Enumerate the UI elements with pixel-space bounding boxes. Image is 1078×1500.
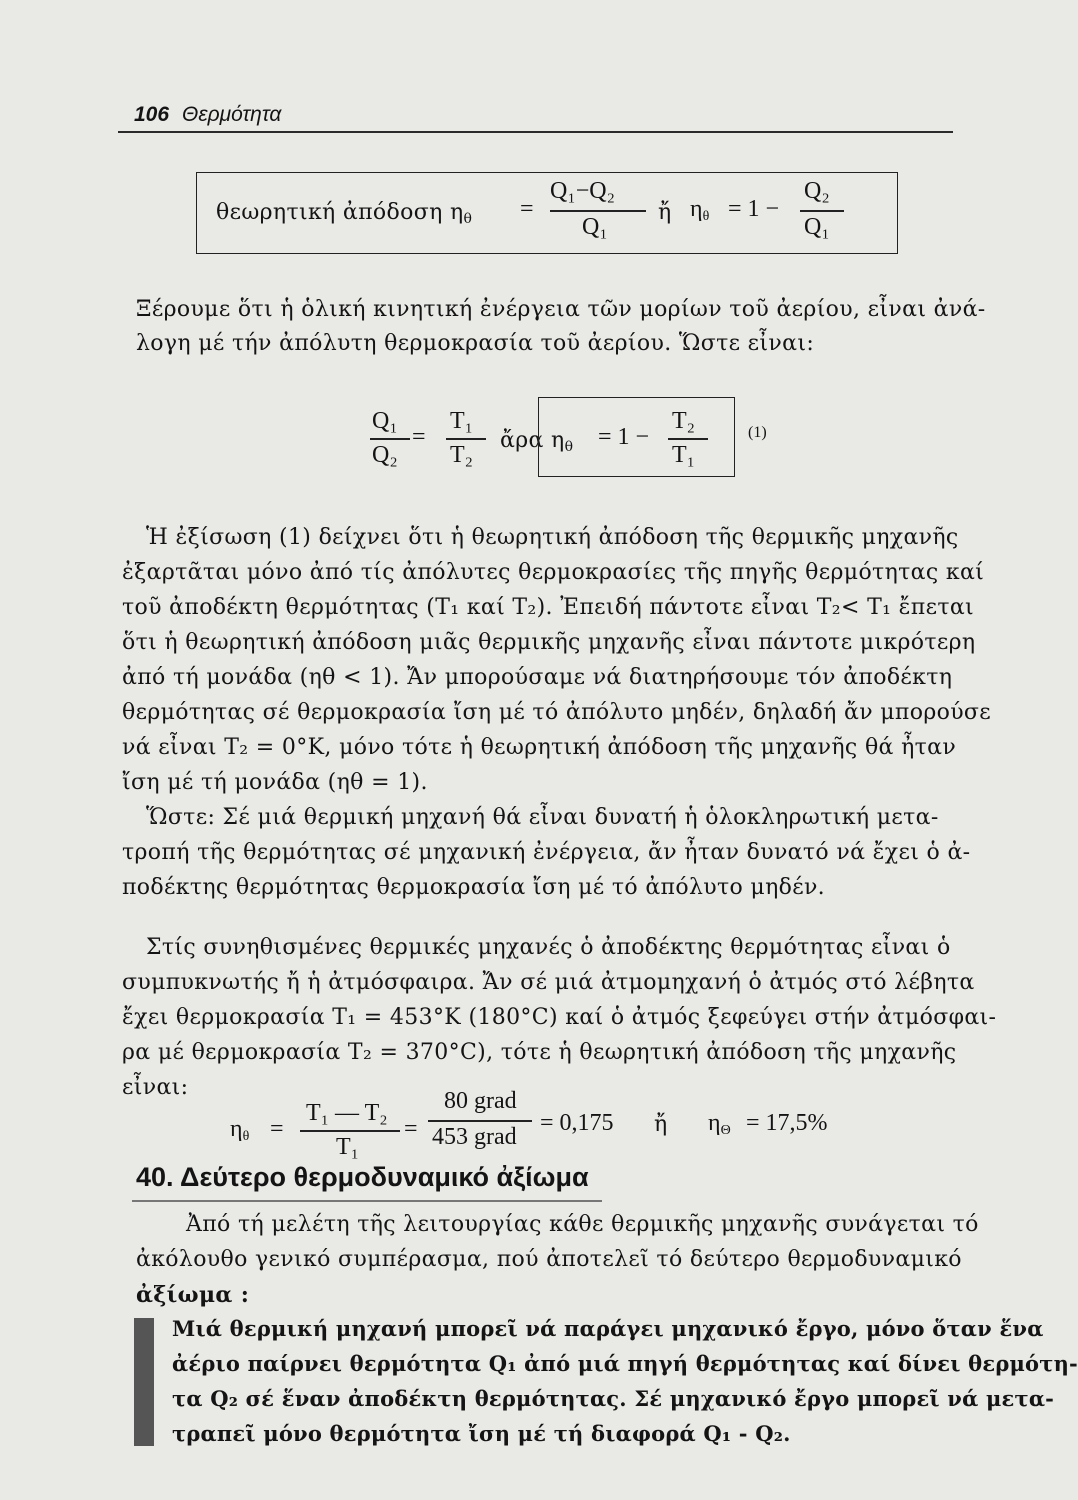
grad-denominator: 453 grad [432,1124,517,1150]
eta-theta: $\eta_\theta$ [230,1116,250,1144]
ara-eta: ἄρα $\eta_\theta$ [500,428,574,455]
text-line: ἀκόλουθο γενικό συμπέρασμα, πού ἀποτελεῖ τό δεύτερο θερμοδυναμικό [136,1247,962,1272]
axiom-line: Μιά θερμική μηχανή μπορεῖ νά παράγει μηχανικό ἔργο, μόνο ὅταν ἕνα [172,1316,1044,1341]
formula-denominator: Q₁ [582,214,608,240]
formula-rhs: = 1 − [728,196,780,222]
temp-difference: T₁ — T₂ [306,1100,388,1126]
text-line: Ἡ ἐξίσωση (1) δείχνει ὅτι ἡ θεωρητική ἀπόδοση τῆς θερμικῆς μηχανῆς [146,525,959,550]
fraction-bar [300,1130,400,1132]
formula-eq: = [270,1116,284,1142]
text-line: τοῦ ἀποδέκτη θερμότητας (T₁ καί T₂). Ἐπειδή πάντοτε εἶναι T₂< T₁ ἔπεται [122,595,975,620]
ratio-t2: T₂ [450,442,474,468]
formula-label: θεωρητική ἀπόδοση $\eta_\theta$ [216,200,473,227]
ratio-q2: Q₂ [372,442,398,468]
text-line: Στίς συνηθισμένες θερμικές μηχανές ὁ ἀποδέκτης θερμότητας εἶναι ὁ [146,935,951,960]
text-line: ποδέκτης θερμότητας θερμοκρασία ἴση μέ τό ἀπόλυτο μηδέν. [122,875,826,900]
formula-eq: = [520,196,534,222]
formula-numerator-2: Q₂ [804,178,830,204]
text-line: ἐξαρτᾶται μόνο ἀπό τίς ἀπόλυτες θερμοκρασίες τῆς πηγῆς θερμότητας καί [122,560,985,585]
grad-numerator: 80 grad [444,1088,517,1114]
ratio-t1-den: T₁ [672,442,696,468]
text-line: Ἀπό τή μελέτη τῆς λειτουργίας κάθε θερμικῆς μηχανῆς συνάγεται τό [186,1212,979,1237]
fraction-bar [668,438,708,440]
page-number: 106 [134,103,170,126]
formula-or: ἤ [654,1112,668,1137]
formula-eq: = [412,424,426,450]
axiom-line: ἀέριο παίρνει θερμότητα Q₁ ἀπό μιά πηγή θερμότητας καί δίνει θερμότη- [172,1351,1078,1376]
text-line: Ὥστε: Σέ μιά θερμική μηχανή θά εἶναι δυνατή ἡ ὁλοκληρωτική μετα- [146,805,939,830]
text-line: ἴση μέ τή μονάδα (ηθ = 1). [122,770,428,795]
text-line: ἀξίωμα : [136,1282,250,1308]
fraction-bar [800,210,844,212]
text-line: συμπυκνωτής ἤ ἡ ἀτμόσφαιρα. Ἄν σέ μιά ἀτμομηχανή ὁ ἀτμός στό λέβητα [122,970,975,995]
text-line: λογη μέ τήν ἀπόλυτη θερμοκρασία τοῦ ἀερίου. Ὥστε εἶναι: [136,331,815,356]
eta-theta: $\eta_\Theta$ [708,1110,731,1138]
text-line: Ξέρουμε ὅτι ἡ ὁλική κινητική ἐνέργεια τῶν μορίων τοῦ ἀερίου, εἶναι ἀνά- [136,297,986,322]
formula-rhs: = 1 − [598,424,650,450]
text-line: ἔχει θερμοκρασία T₁ = 453°K (180°C) καί ὁ ἀτμός ξεφεύγει στήν ἀτμόσφαι- [122,1005,997,1030]
running-title: Θερμότητα [182,103,282,126]
section-heading: 40. Δεύτερο θερμοδυναμικό ἀξίωμα [136,1162,589,1192]
text-line: θερμότητας σέ θερμοκρασία ἴση μέ τό ἀπόλυτο μηδέν, δηλαδή ἄν μπορούσε [122,700,992,725]
axiom-line: τα Q₂ σέ ἕναν ἀποδέκτη θερμότητας. Σέ μηχανικό ἔργο μπορεῖ νά μετα- [172,1386,1055,1411]
ratio-q1: Q₁ [372,408,398,434]
efficiency-percent: = 17,5% [746,1110,828,1136]
formula-numerator: Q₁−Q₂ [550,178,615,204]
fraction-bar [550,210,646,212]
header-rule [118,131,953,133]
text-line: ὅτι ἡ θεωρητική ἀπόδοση μιᾶς θερμικῆς μηχανῆς εἶναι πάντοτε μικρότερη [122,630,976,655]
axiom-line: τραπεῖ μόνο θερμότητα ἴση μέ τή διαφορά Q₁ - Q₂. [172,1421,791,1446]
formula-denominator-2: Q₁ [804,214,830,240]
text-line: εἶναι: [122,1075,189,1100]
text-line: ρα μέ θερμοκρασία T₂ = 370°C), τότε ἡ θεωρητική ἀπόδοση τῆς μηχανῆς [122,1040,957,1065]
ratio-t1: T₁ [450,408,474,434]
fraction-bar [370,438,410,440]
equation-label: (1) [748,424,767,441]
efficiency-decimal: = 0,175 [540,1110,614,1136]
formula-eq: = [404,1116,418,1142]
temp-t1: T₁ [336,1134,360,1160]
text-line: ἀπό τή μονάδα (ηθ < 1). Ἄν μπορούσαμε νά διατηρήσουμε τόν ἀποδέκτη [122,665,953,690]
formula-eta: $\eta_\theta$ [690,196,710,224]
text-line: νά εἶναι T₂ = 0°K, μόνο τότε ἡ θεωρητική ἀπόδοση τῆς μηχανῆς θά ἦταν [122,735,957,760]
section-rule [132,1200,602,1202]
axiom-sidebar-bar [134,1318,154,1446]
text-line: τροπή τῆς θερμότητας σέ μηχανική ἐνέργεια, ἄν ἦταν δυνατό νά ἔχει ὁ ἀ- [122,840,971,865]
fraction-bar [446,438,486,440]
fraction-bar [428,1120,532,1122]
ratio-t2-num: T₂ [672,408,696,434]
formula-or: ἤ [658,200,672,225]
